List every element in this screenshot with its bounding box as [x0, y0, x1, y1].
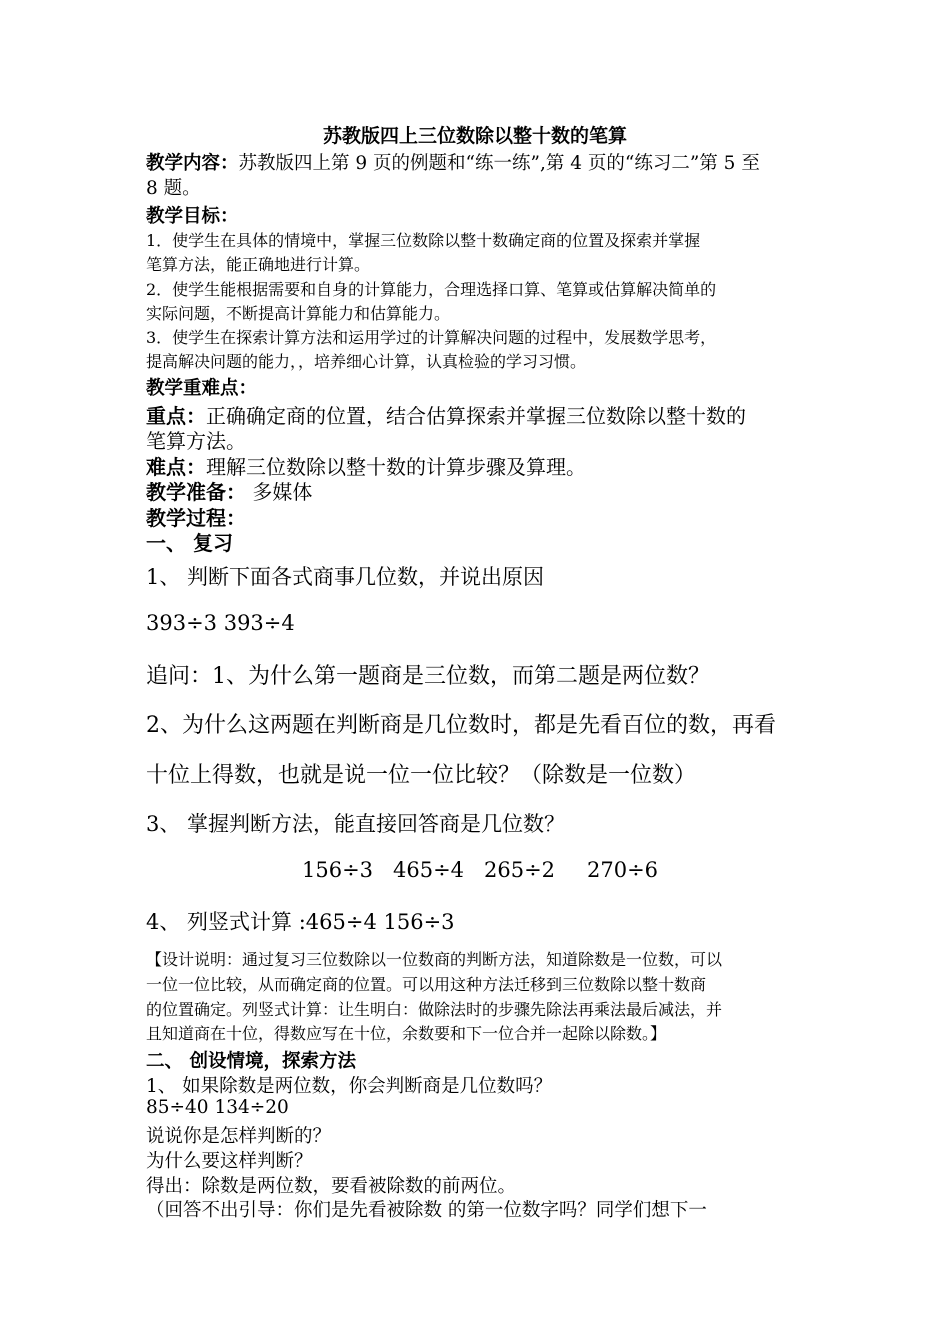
math-expression-3: 265÷2 — [484, 858, 556, 882]
explore-line-1: 1、 如果除数是两位数，你会判断商是几位数吗？ — [146, 1076, 553, 1097]
objective-line-4: 实际问题，不断提高计算能力和估算能力。 — [146, 304, 451, 323]
keypoints-heading: 教学重难点： — [146, 378, 258, 399]
objective-line-2: 笔算方法，能正确地进行计算。 — [146, 255, 371, 274]
math-expression-4: 270÷6 — [587, 858, 659, 882]
focus-text-1: 正确确定商的位置，结合估算探索并掌握三位数除以整十数的 — [206, 404, 746, 428]
math-expression-2: 465÷4 — [393, 858, 465, 882]
design-note-line-1: 【设计说明：通过复习三位数除以一位数商的判断方法，知道除数是一位数，可以 — [146, 950, 723, 969]
difficulty-label: 难点： — [146, 455, 206, 479]
objective-line-6: 提高解决问题的能力，，培养细心计算，认真检验的学习习惯。 — [146, 352, 587, 371]
content-label: 教学内容： — [146, 153, 239, 174]
objectives-heading: 教学目标： — [146, 206, 239, 227]
design-note-line-4: 且知道商在十位，得数应写在十位，余数要和下一位合并一起除以除数。】 — [146, 1024, 667, 1043]
section-review-heading: 一、 复习 — [146, 531, 233, 555]
review-line-5: 十位上得数，也就是说一位一位比较？（除数是一位数） — [146, 763, 697, 788]
document-title: 苏教版四上三位数除以整十数的笔算 — [322, 125, 627, 147]
explore-line-5: 得出：除数是两位数，要看被除数的前两位。 — [146, 1176, 517, 1197]
objective-line-5: 3．使学生在探索计算方法和运用学过的计算解决问题的过程中，发展数学思考， — [146, 328, 717, 347]
objective-line-3: 2．使学生能根据需要和自身的计算能力，合理选择口算、笔算或估算解决简单的 — [146, 280, 717, 299]
review-line-6: 3、 掌握判断方法，能直接回答商是几位数？ — [146, 812, 566, 836]
explore-line-4: 为什么要这样判断？ — [146, 1151, 313, 1172]
focus-line-2: 笔算方法。 — [146, 429, 246, 453]
content-line-1 — [146, 149, 760, 175]
review-line-3: 追问：1、为什么第一题商是三位数，而第二题是两位数？ — [146, 664, 710, 689]
prep-text: 多媒体 — [246, 480, 313, 504]
objective-line-1: 1．使学生在具体的情境中，掌握三位数除以整十数确定商的位置及探索并掌握 — [146, 231, 701, 250]
review-line-1: 1、 判断下面各式商事几位数，并说出原因 — [146, 565, 545, 589]
prep-label: 教学准备： — [146, 480, 246, 504]
prep-line — [146, 476, 312, 505]
design-note-line-2: 一位一位比较，从而确定商的位置。可以用这种方法迁移到三位数除以整十数商 — [146, 975, 707, 994]
explore-line-2: 85÷40 134÷20 — [146, 1097, 289, 1118]
content-line-2: 8 题。 — [146, 178, 201, 199]
review-line-2: 393÷3 393÷4 — [146, 611, 295, 635]
process-heading: 教学过程： — [146, 506, 246, 530]
explore-line-3: 说说你是怎样判断的？ — [146, 1126, 332, 1147]
review-line-7: 4、 列竖式计算 :465÷4 156÷3 — [146, 910, 455, 934]
content-text-1: 苏教版四上第 9 页的例题和“练一练”,第 4 页的“练习二”第 5 至 — [238, 153, 760, 174]
section-explore-heading: 二、 创设情境，探索方法 — [146, 1051, 356, 1072]
design-note-line-3: 的位置确定。列竖式计算：让生明白：做除法时的步骤先除法再乘法最后减法，并 — [146, 1000, 723, 1019]
difficulty-text: 理解三位数除以整十数的计算步骤及算理。 — [206, 455, 586, 479]
math-expression-1: 156÷3 — [302, 858, 374, 882]
review-line-4: 2、为什么这两题在判断商是几位数时，都是先看百位的数，再看 — [146, 713, 776, 738]
focus-label: 重点： — [146, 404, 206, 428]
explore-line-6: （回答不出引导：你们是先看被除数 的第一位数字吗？同学们想下一 — [146, 1200, 707, 1221]
